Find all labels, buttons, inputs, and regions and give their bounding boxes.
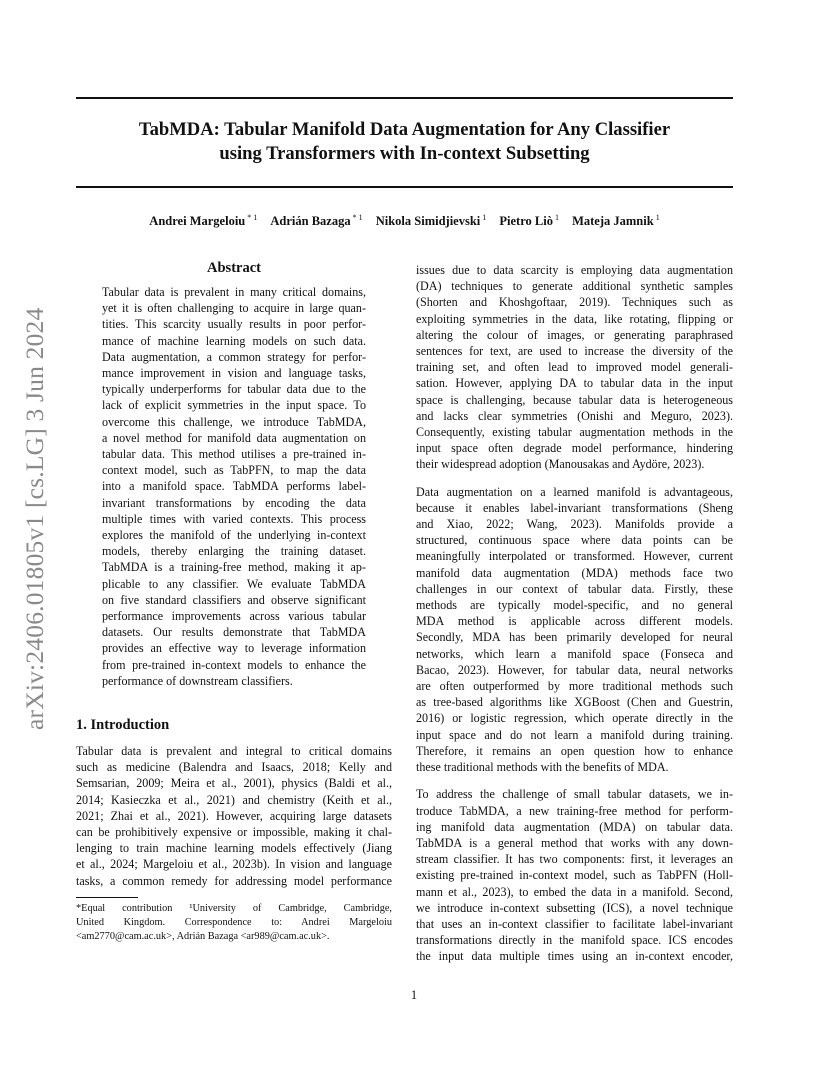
text-line: Secondly, MDA has been primarily developed for neural	[416, 630, 733, 645]
text-line: MDA method is applicable across different models.	[416, 614, 733, 629]
title-line: using Transformers with In-context Subsetting	[219, 143, 590, 164]
text-line: the input data multiple times using an in-context encoder,	[416, 949, 733, 964]
text-line: space is challenging, because tabular data is heterogeneous	[416, 392, 733, 407]
author-list	[76, 213, 733, 229]
text-line: challenges in our context of tabular data. Firstly, these	[416, 581, 733, 596]
text-line: 2016) or logistic regression, which operate directly in the	[416, 711, 733, 726]
title-bottom-rule	[76, 186, 733, 188]
text-line: stream classifier. It has two components: first, it leverages an	[416, 852, 733, 867]
text-line: <am2770@cam.ac.uk>, Adrián Bazaga <ar989@cam.ac.uk>.	[76, 930, 330, 942]
text-line: transformations directly in the manifold space. ICS encodes	[416, 933, 733, 948]
text-line: meaningfully interpolated or transformed. However, current	[416, 549, 733, 564]
text-line: performance of downstream classifiers.	[102, 673, 293, 688]
text-line: existing pre-trained in-context model, such as TabPFN (Holl-	[416, 868, 733, 883]
text-line: Data augmentation on a learned manifold is advantageous,	[416, 484, 733, 499]
top-rule	[76, 97, 733, 99]
text-line: a novel method for manifold data augmentation on	[102, 430, 366, 445]
text-line: because it enables label-invariant transformations (Sheng	[416, 500, 733, 515]
text-line: from pre-trained in-context models to enhance the	[102, 657, 366, 672]
text-line: sentences for text, are used to increase the diversity of the	[416, 344, 733, 359]
text-line: input space and do not learn a manifold during training.	[416, 727, 733, 742]
text-line: To address the challenge of small tabular datasets, we in-	[416, 787, 733, 802]
author: Nikola Simidjievski $^1$	[375, 213, 487, 229]
footnote	[76, 902, 392, 943]
introduction-text	[76, 743, 392, 889]
text-line: et al., 2024; Margeloiu et al., 2023b). In vision and language	[76, 857, 392, 872]
text-line: overcome this challenge, we introduce TabMDA,	[102, 414, 366, 429]
text-line: that uses an in-context classifier to facilitate label-invariant	[416, 916, 733, 931]
text-line: manifold data augmentation (MDA) methods face two	[416, 565, 733, 580]
text-line: and lacks clear symmetries (Onishi and Meguro, 2023).	[416, 408, 733, 423]
text-line: as tree-based algorithms like XGBoost (Chen and Guestrin,	[416, 695, 733, 710]
text-line: mann et al., 2023), to embed the data in a manifold. Second,	[416, 884, 733, 899]
text-line: methods are typically model-specific, and no general	[416, 598, 733, 613]
text-line: ing manifold data augmentation (MDA) on tabular data.	[416, 819, 733, 834]
text-line: explores the manifold of the underlying in-context	[102, 528, 366, 543]
author: Adrián Bazaga $^{* 1}$	[270, 213, 363, 229]
text-line: performance improvements across various tabular	[102, 609, 366, 624]
paragraph	[416, 484, 733, 776]
text-line: invariant transformations by encoding the data	[102, 495, 366, 510]
text-line: Consequently, existing tabular augmentation methods in the	[416, 425, 733, 440]
page-number: 1	[410, 988, 418, 1002]
text-line: input space often degrade model performance, hindering	[416, 441, 733, 456]
text-line: 2014; Kasieczka et al., 2021) and chemistry (Keith et al.,	[76, 792, 392, 807]
text-line: multiple times with varied contexts. This process	[102, 511, 366, 526]
text-line: Tabular data is prevalent in many critical domains,	[102, 285, 366, 299]
text-line: structured, continuous space where data points can be	[416, 533, 733, 548]
text-line: tities. This scarcity usually results in poor perfor-	[102, 317, 366, 332]
arxiv-identifier-stamp: arXiv:2406.01805v1 [cs.LG] 3 Jun 2024	[20, 307, 49, 730]
text-line: mance of machine learning models on such data.	[102, 333, 366, 348]
text-line: lack of explicit symmetries in the input space. To	[102, 398, 366, 413]
text-line: training set, and often lead to improved model generali-	[416, 360, 733, 375]
footnote-rule	[76, 897, 138, 898]
text-line: *Equal contribution ¹University of Cambridge, Cambridge,	[76, 903, 392, 914]
text-line: provides an effective way to leverage information	[102, 641, 366, 656]
text-line: and Xiao, 2022; Wang, 2023). Manifolds provide a	[416, 517, 733, 532]
text-line: 2021; Zhai et al., 2021). However, acquiring large datasets	[76, 808, 392, 823]
right-column-text	[416, 262, 733, 976]
text-line: TabMDA is a general method that works with any down-	[416, 835, 733, 850]
text-line: (Shorten and Khoshgoftaar, 2019). Techniques such as	[416, 295, 733, 310]
text-line: Therefore, it remains an open question how to enhance	[416, 743, 733, 758]
text-line: such as medicine (Balendra and Isaacs, 2018; Kelly and	[76, 760, 392, 775]
abstract-text	[102, 284, 366, 689]
text-line: lenging to train machine learning models effectively (Jiang	[76, 841, 392, 856]
text-line: into a manifold space. TabMDA performs label-	[102, 479, 366, 494]
text-line: troduce TabMDA, a new training-free method for perform-	[416, 803, 733, 818]
text-line: Data augmentation, a common strategy for perfor-	[102, 349, 366, 364]
text-line: these traditional methods with the benefits of MDA.	[416, 760, 669, 775]
text-line: models, thereby enlarging the training dataset.	[102, 544, 366, 559]
text-line: sation. However, applying DA to tabular data in the input	[416, 376, 733, 391]
abstract-heading: Abstract	[207, 260, 261, 276]
text-line: datasets. Our results demonstrate that TabMDA	[102, 625, 366, 640]
author: Andrei Margeloiu $^{* 1}$	[149, 213, 258, 229]
text-line: TabMDA is a training-free method, making it ap-	[102, 560, 366, 575]
text-line: exploiting symmetries in the data, like rotating, flipping or	[416, 311, 733, 326]
text-line: Semsarian, 2009; Meira et al., 2001), physics (Baldi et al.,	[76, 776, 392, 791]
title-line: TabMDA: Tabular Manifold Data Augmentation for Any Classifier	[138, 119, 671, 140]
paragraph	[416, 786, 733, 964]
text-line: their widespread adoption (Manousakas and Aydöre, 2023).	[416, 457, 705, 472]
paper-title	[76, 118, 733, 166]
text-line: tabular data. This method utilises a pre-trained in-	[102, 447, 366, 462]
text-line: mance improvement in vision and language tasks,	[102, 366, 366, 381]
text-line: on five standard classifiers and observe significant	[102, 592, 366, 607]
text-line: tasks, a common remedy for addressing model performance	[76, 873, 392, 888]
text-line: Bacao, 2023). However, for tabular data, neural networks	[416, 662, 733, 677]
text-line: networks, which learn a manifold space (Fonseca and	[416, 646, 733, 661]
text-line: Tabular data is prevalent and integral to critical domains	[76, 744, 392, 758]
text-line: issues due to data scarcity is employing data augmentation	[416, 263, 733, 277]
text-line: can be prohibitively expensive or impossible, making it chal-	[76, 825, 392, 840]
paragraph	[416, 262, 733, 473]
text-line: are often outperformed by more traditional methods such	[416, 679, 733, 694]
author: Mateja Jamnik $^1$	[572, 213, 660, 229]
text-line: plicable to any classifier. We evaluate TabMDA	[102, 576, 366, 591]
author: Pietro Liò $^1$	[499, 213, 559, 229]
text-line: United Kingdom. Correspondence to: Andrei Margeloiu	[76, 916, 392, 928]
text-line: altering the colour of images, or generating paraphrased	[416, 327, 733, 342]
introduction-heading: 1. Introduction	[76, 717, 170, 733]
text-line: yet it is often challenging to acquire in large quan-	[102, 301, 366, 316]
text-line: context model, such as TabPFN, to map the data	[102, 463, 366, 478]
text-line: typically underperforms for tabular data due to the	[102, 382, 366, 397]
text-line: we introduce in-context subsetting (ICS), a novel technique	[416, 900, 733, 915]
text-line: (DA) techniques to generate additional synthetic samples	[416, 279, 733, 294]
